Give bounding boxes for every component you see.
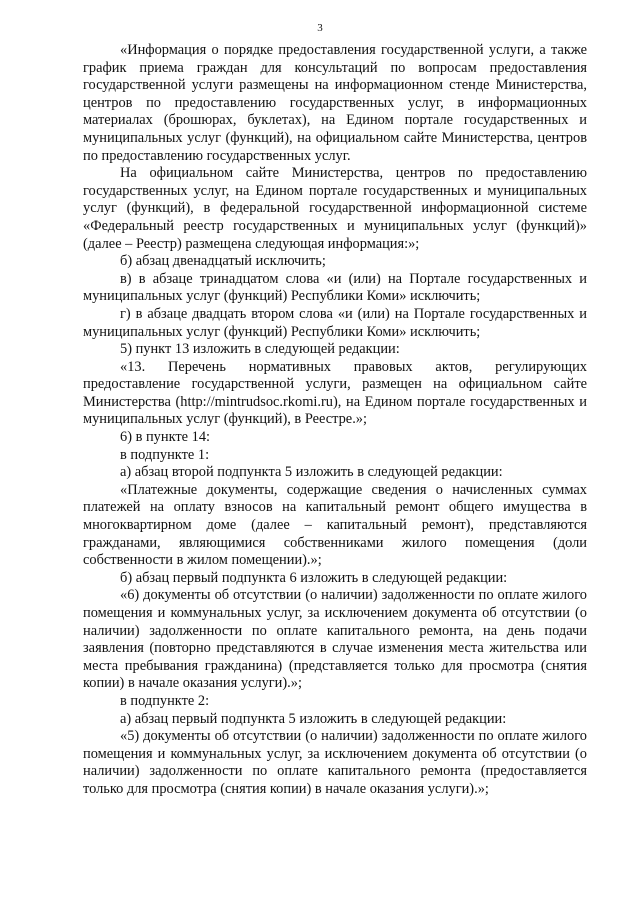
paragraph-subitem-2: в подпункте 2: bbox=[120, 692, 210, 709]
paragraph-official-site: На официальном сайте Министерства, центров по предоставлению государственных услуг, на Едином портале государственных и муниципальных услуг (функций), в федеральной государственной информационной системе «Федеральный реестр государственных и муниципальных услуг (функций)» (далее – Реестр) размещена следующая информация:»; bbox=[83, 165, 587, 252]
paragraph-debt-documents-6: «6) документы об отсутствии (о наличии) задолженности по оплате жилого помещения и коммунальных услуг, за исключением документа об отсутствии (о наличии) задолженности по оплате капитального ремонта, на день подачи заявления (повторно представляются в случае изменения места жительства или места пребывания гражданина) (представляется только для просмотра (снятия копии) в начале оказания услуги).»; bbox=[83, 587, 587, 692]
paragraph-item-g-twenty-second: г) в абзаце двадцать втором слова «и (или) на Портале государственных и муниципальных услуг (функций) Республики Коми» исключить; bbox=[83, 305, 587, 340]
paragraph-item-6: 6) в пункте 14: bbox=[120, 429, 211, 446]
paragraph-item-b-twelfth: б) абзац двенадцатый исключить; bbox=[120, 253, 326, 270]
paragraph-item-v-thirteenth: в) в абзаце тринадцатом слова «и (или) на Портале государственных и муниципальных услуг (функций) Республики Коми» исключить; bbox=[83, 270, 587, 305]
paragraph-item-5: 5) пункт 13 изложить в следующей редакции: bbox=[120, 341, 400, 358]
paragraph-subitem-a-second: а) абзац второй подпункта 5 изложить в следующей редакции: bbox=[120, 464, 503, 481]
paragraph-point-13: «13. Перечень нормативных правовых актов, регулирующих предоставление государственной услуги, размещен на официальном сайте Министерства (http://mintrudsoc.rkomi.ru), на Едином портале государственных и муниципальных услуг (функций), в Реестре.»; bbox=[83, 358, 587, 428]
paragraph-debt-documents-5: «5) документы об отсутствии (о наличии) задолженности по оплате жилого помещения и коммунальных услуг, за исключением документа об отсутствии (о наличии) задолженности по оплате капитального ремонта (предоставляется только для просмотра (снятия копии) в начале оказания услуги).»; bbox=[83, 728, 587, 797]
document-body bbox=[83, 42, 587, 799]
paragraph-payment-documents: «Платежные документы, содержащие сведения о начисленных суммах платежей на оплату взносов на капитальный ремонт общего имущества в многоквартирном доме (далее – капитальный ремонт), представляются гражданами, являющимися собственниками жилого помещения (доли собственности в жилом помещении).»; bbox=[83, 481, 587, 569]
paragraph-subitem-1: в подпункте 1: bbox=[120, 446, 210, 463]
paragraph-subitem-b-first: б) абзац первый подпункта 6 изложить в следующей редакции: bbox=[120, 569, 508, 586]
paragraph-subitem-a-first: а) абзац первый подпункта 5 изложить в следующей редакции: bbox=[120, 710, 507, 727]
paragraph-information-procedure: «Информация о порядке предоставления государственной услуги, а также график приема граждан для консультаций по вопросам предоставления государственной услуги размещены на информационном стенде Министерства, центров по предоставлению государственных услуг, в информационных материалах (брошюрах, буклетах), на Едином портале государственных и муниципальных услуг (функций), на официальном сайте Министерства, центров по предоставлению государственных услуг. bbox=[83, 42, 587, 164]
page-number: 3 bbox=[317, 22, 323, 34]
